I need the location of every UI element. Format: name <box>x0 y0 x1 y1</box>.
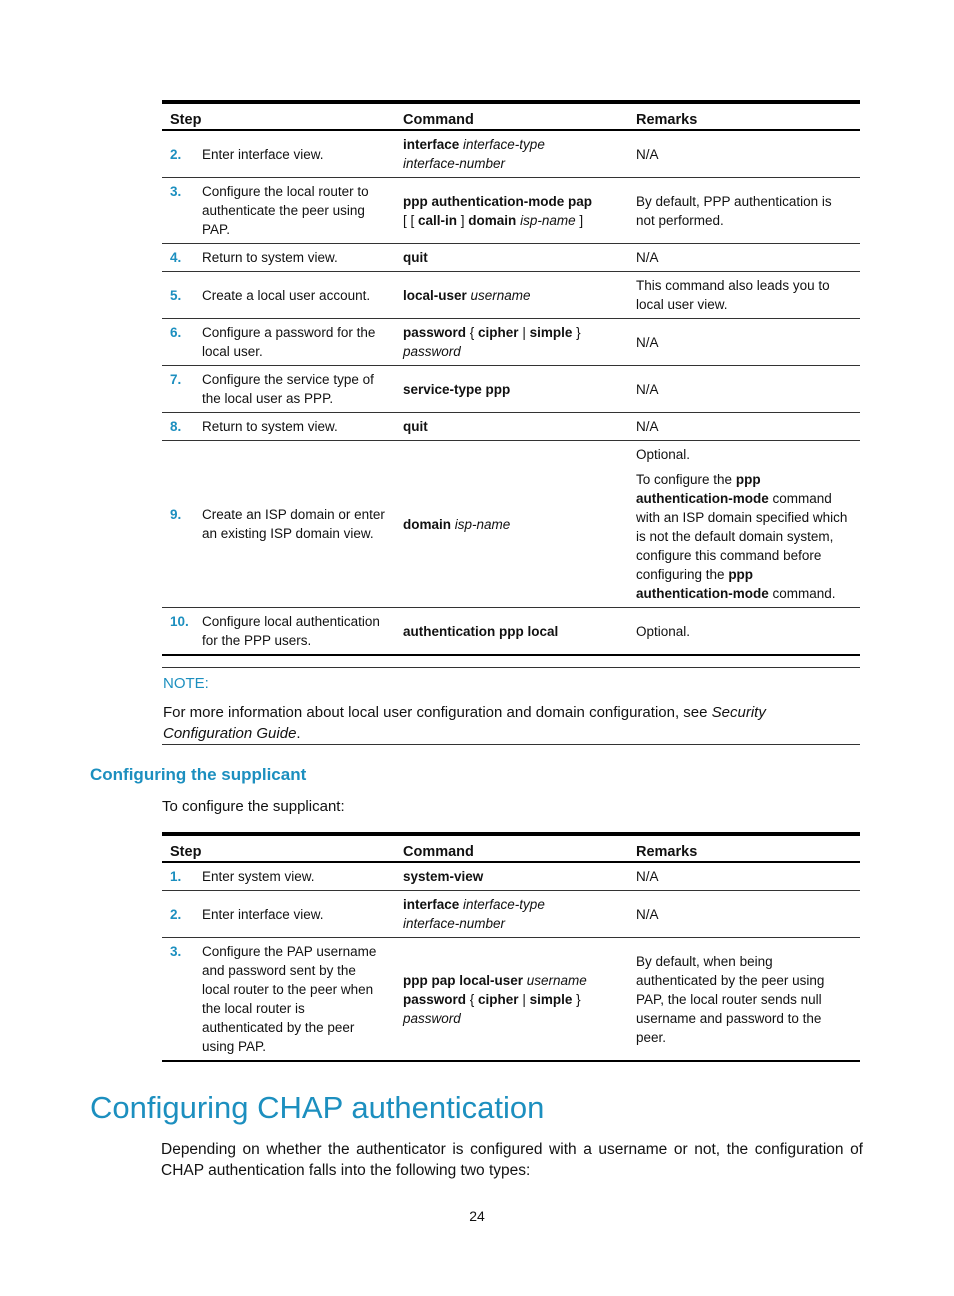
command-token: isp-name <box>451 516 511 532</box>
step-number: 2. <box>170 906 182 922</box>
step-description: Configure the local router to authenticate the peer using PAP. <box>202 184 369 237</box>
command-token: username <box>523 972 587 988</box>
command-token: system-view <box>403 869 484 884</box>
remark-paragraph: N/A <box>636 419 659 434</box>
step-number: 8. <box>170 419 182 434</box>
command-token: username <box>466 287 531 303</box>
remarks-cell <box>628 938 860 1062</box>
remarks-cell <box>628 272 860 319</box>
remark-paragraph: N/A <box>636 146 659 162</box>
command-token: ppp authentication-mode <box>636 567 769 601</box>
command-cell <box>395 366 628 413</box>
command-cell <box>395 891 628 938</box>
remarks-cell <box>628 608 860 656</box>
command-token: password <box>403 991 467 1007</box>
command-token: command. <box>768 586 836 601</box>
step-cell <box>162 891 395 938</box>
command-token: local-user <box>403 287 467 303</box>
command-token: | <box>518 325 530 340</box>
step-number: 10. <box>170 614 189 629</box>
step-number: 4. <box>170 250 182 265</box>
step-description: Enter system view. <box>202 869 315 884</box>
header-step: Step <box>162 102 395 130</box>
command-token: password <box>403 325 467 340</box>
steps-table-supplicant <box>162 832 860 1062</box>
remarks-cell <box>628 366 860 413</box>
step-description: Configure the PAP username and password sent by the local router to the peer when the local router is authenticated by the peer using PAP. <box>202 944 377 1054</box>
command-token: domain <box>403 516 452 532</box>
command-token: To configure the <box>636 472 736 487</box>
note-bottom-rule <box>162 744 860 745</box>
remarks-cell <box>628 862 860 891</box>
command-cell <box>395 862 628 891</box>
remark-paragraph: N/A <box>636 334 659 350</box>
step-number: 5. <box>170 287 182 303</box>
table-row <box>162 862 860 891</box>
step-cell <box>162 319 395 366</box>
step-description: Return to system view. <box>202 250 338 265</box>
header-remarks: Remarks <box>628 834 860 862</box>
table-header-row <box>162 834 860 862</box>
command-token: isp-name <box>516 212 576 228</box>
table-row <box>162 441 860 608</box>
command-token: password <box>403 344 461 359</box>
note-top-rule <box>162 667 860 668</box>
remark-paragraph: Optional. <box>636 447 691 462</box>
step-description: Create a local user account. <box>202 287 371 303</box>
remarks-cell <box>628 441 860 608</box>
step-number: 2. <box>170 146 182 162</box>
command-token: interface-type <box>459 897 545 912</box>
command-token: authentication ppp local <box>403 623 559 639</box>
table-row <box>162 938 860 1062</box>
step-number: 9. <box>170 507 182 522</box>
command-token: ] <box>575 212 584 228</box>
command-token: quit <box>403 250 428 265</box>
command-token: { <box>466 991 479 1007</box>
step-description: Create an ISP domain or enter an existing ISP domain view. <box>202 507 385 541</box>
step-cell <box>162 272 395 319</box>
step-description: Enter interface view. <box>202 146 324 162</box>
step-number: 3. <box>170 944 182 959</box>
step-number: 7. <box>170 372 182 387</box>
command-token: ] <box>457 212 469 228</box>
remark-paragraph: N/A <box>636 250 659 265</box>
table-header-row <box>162 102 860 130</box>
command-cell <box>395 178 628 244</box>
remark-paragraph: Optional. <box>636 623 691 639</box>
chapter-heading: Configuring CHAP authentication <box>90 1090 545 1125</box>
remarks-cell <box>628 413 860 441</box>
command-token: cipher <box>478 325 519 340</box>
command-token: [ [ <box>403 212 419 228</box>
command-token: | <box>518 991 530 1007</box>
remarks-cell <box>628 178 860 244</box>
command-token: simple <box>529 325 573 340</box>
note-reference: Security Configuration Guide <box>163 704 766 742</box>
command-cell <box>395 272 628 319</box>
command-cell <box>395 441 628 608</box>
remarks-cell <box>628 130 860 178</box>
header-command: Command <box>395 102 628 130</box>
remark-paragraph: By default, PPP authentication is not performed. <box>636 193 832 228</box>
table-row <box>162 366 860 413</box>
command-token: interface <box>403 897 460 912</box>
command-cell <box>395 413 628 441</box>
step-cell <box>162 441 395 608</box>
remark-paragraph: N/A <box>636 869 659 884</box>
note-label: NOTE: <box>163 675 209 692</box>
step-cell <box>162 244 395 272</box>
step-cell <box>162 130 395 178</box>
step-description: Configure a password for the local user. <box>202 325 376 359</box>
page-number: 24 <box>469 1208 485 1224</box>
step-cell <box>162 608 395 656</box>
step-cell <box>162 413 395 441</box>
command-token: } <box>572 991 581 1007</box>
table-row <box>162 244 860 272</box>
command-token: call-in <box>418 212 458 228</box>
step-description: Return to system view. <box>202 419 338 434</box>
table-row <box>162 130 860 178</box>
command-token: quit <box>403 419 428 434</box>
step-description: Configure local authentication for the PPP users. <box>202 614 380 648</box>
command-token: interface-number <box>403 156 506 171</box>
step-cell <box>162 366 395 413</box>
command-token: ppp pap local-user <box>403 972 524 988</box>
command-token: interface-type <box>459 137 545 152</box>
command-cell <box>395 608 628 656</box>
command-token: password <box>403 1010 461 1026</box>
command-token: domain <box>468 212 517 228</box>
table-row <box>162 272 860 319</box>
step-number: 3. <box>170 184 182 199</box>
remark-paragraph: N/A <box>636 906 659 922</box>
table-row <box>162 178 860 244</box>
table-row <box>162 891 860 938</box>
step-cell <box>162 862 395 891</box>
table-row <box>162 413 860 441</box>
command-cell <box>395 938 628 1062</box>
remarks-cell <box>628 244 860 272</box>
header-remarks: Remarks <box>628 102 860 130</box>
remark-paragraph: N/A <box>636 381 659 397</box>
step-description: Configure the service type of the local user as PPP. <box>202 372 374 406</box>
note-text: For more information about local user configuration and domain configuration, see Security Configuration Guide. <box>163 704 766 742</box>
section-heading: Configuring the supplicant <box>90 765 307 784</box>
command-token: service-type ppp <box>403 381 511 397</box>
command-token: } <box>572 325 581 340</box>
command-cell <box>395 319 628 366</box>
command-token: { <box>466 325 479 340</box>
step-cell <box>162 938 395 1062</box>
command-token: ppp authentication-mode <box>636 472 769 506</box>
remark-paragraph: By default, when being authenticated by the peer using PAP, the local router sends null username and password to the peer. <box>636 953 825 1045</box>
step-number: 6. <box>170 325 182 340</box>
command-token: command with an ISP domain specified which is not the default domain system, configure this command before configuring the <box>636 491 848 582</box>
steps-table-pap-authenticator <box>162 100 860 656</box>
step-number: 1. <box>170 869 182 884</box>
command-token: interface-number <box>403 916 506 931</box>
command-token: cipher <box>478 991 519 1007</box>
step-cell <box>162 178 395 244</box>
command-token: simple <box>529 991 573 1007</box>
command-token: interface <box>403 137 460 152</box>
intro-text: To configure the supplicant: <box>162 798 345 815</box>
command-token: ppp authentication-mode pap <box>403 193 592 209</box>
header-step: Step <box>162 834 395 862</box>
table-row <box>162 608 860 656</box>
table-row <box>162 319 860 366</box>
header-command: Command <box>395 834 628 862</box>
remarks-cell <box>628 891 860 938</box>
remark-paragraph <box>636 470 852 603</box>
remarks-cell <box>628 319 860 366</box>
command-cell <box>395 244 628 272</box>
body-paragraph: Depending on whether the authenticator is configured with a username or not, the configuration of CHAP authentication falls into the following two types: <box>161 1141 863 1179</box>
remark-paragraph: This command also leads you to local user view. <box>636 278 830 312</box>
step-description: Enter interface view. <box>202 906 324 922</box>
command-cell <box>395 130 628 178</box>
